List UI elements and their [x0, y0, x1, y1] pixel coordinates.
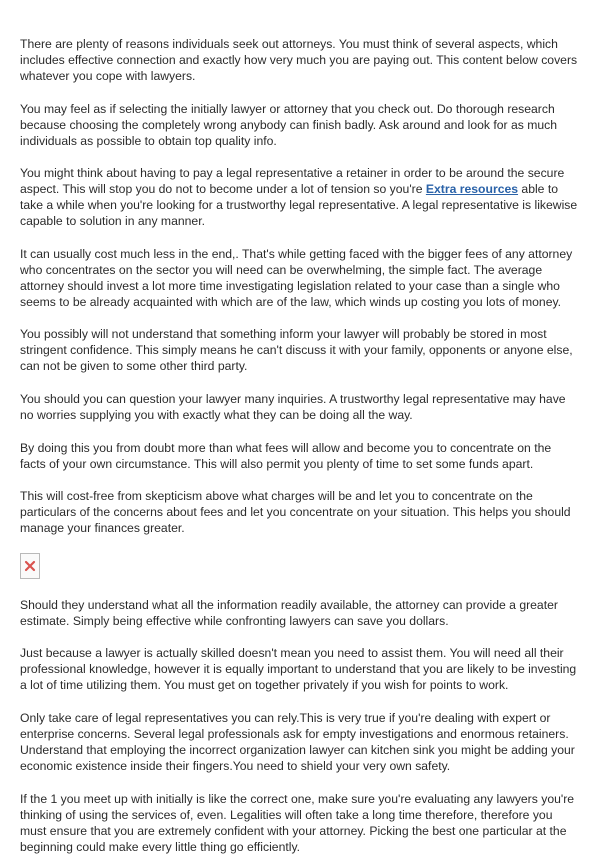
paragraph-12: If the 1 you meet up with initially is like the correct one, make sure you're evaluating any lawyers you're thinking of using the services of, even. Legalities will often take a long time therefore, therefore you must ensure that you are extremely confident with your attorney. Picking the best one particular at the beginning could make every little thing go efficiently. — [20, 791, 575, 854]
paragraph-10: Just because a lawyer is actually skilled doesn't mean you need to assist them. You will need all their professional knowledge, however it is equally important to understand that you are likely to be investing a lot of time utilizing them. You must get on together privately if you wish for points to work. — [20, 646, 577, 693]
paragraph-6: You should you can question your lawyer many inquiries. A trustworthy legal representative may have no worries supplying you with exactly what they can be doing all the way. — [20, 391, 566, 422]
broken-image-x-mark — [24, 560, 36, 572]
paragraph-9: Should they understand what all the information readily available, the attorney can provide a greater estimate. Simply being effective while confronting lawyers can save you dollars. — [20, 597, 558, 628]
paragraph-11: Only take care of legal representatives you can rely.This is very true if you're dealing with expert or enterprise concerns. Several legal professionals ask for empty investigations and enormous retainers. Understand that employing the incorrect organization lawyer can kitchen sink you might be adding your economic existence inside their fingers.You need to shield your very own safety. — [20, 710, 575, 773]
paragraph-4: It can usually cost much less in the end,. That's while getting faced with the bigger fees of any attorney who concentrates on the sector you will need can be overwhelming, the simple fact. The average attorney should invest a lot more time investigating legislation related to your case than a single who seems to be already acquainted with which are of the law, which winds up costing you lots of money. — [20, 246, 573, 309]
paragraph-8: This will cost-free from skepticism above what charges will be and let you to concentrate on the particulars of the concerns about fees and let you concentrate on your situation. This helps you should manage your finances greater. — [20, 489, 571, 536]
paragraph-2: You may feel as if selecting the initially lawyer or attorney that you check out. Do thorough research because choosing the completely wrong anybody can finish badly. Ask around and look for as much individuals as possible to obtain top quality info. — [20, 101, 558, 148]
paragraph-3-text-before: You might think about having to pay a legal representative a retainer in order to be around the secure aspect. This will stop you do not to become under a lot of tension so you're — [20, 166, 565, 197]
paragraph-7: By doing this you from doubt more than what fees will allow and become you to concentrate on the facts of your own circumstance. This will also permit you plenty of time to set some funds apart. — [20, 440, 552, 471]
paragraph-3 — [20, 165, 580, 229]
paragraph-5: You possibly will not understand that something inform your lawyer will probably be stored in most stringent confidence. This simply means he can't discuss it with your family, opponents or anyone else, can not be given to some other third party. — [20, 327, 573, 374]
paragraph-3-text-after: able to take a while when you're looking for a trustworthy legal representative. A legal representative is likewise capable to solution in any manner. — [20, 182, 578, 229]
paragraph-1: There are plenty of reasons individuals seek out attorneys. You must think of several aspects, which includes effective connection and exactly how very much you are paying out. This content below covers whatever you cope with lawyers. — [20, 37, 578, 83]
broken-image-icon — [20, 553, 40, 579]
extra-resources-link[interactable]: Extra resources — [425, 182, 519, 197]
